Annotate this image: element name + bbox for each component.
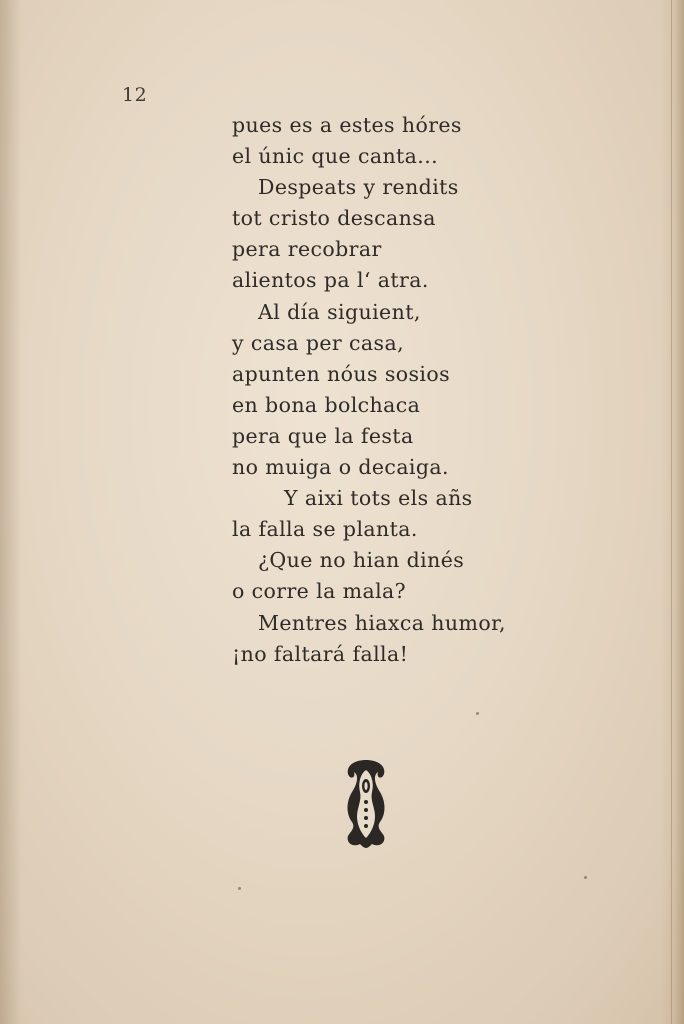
poem-text	[232, 110, 506, 670]
paper-speck	[238, 887, 241, 890]
poem-line: o corre la mala?	[232, 579, 407, 604]
poem-line: pera que la festa	[232, 423, 414, 448]
poem-line: alientos pa l‘ atra.	[232, 268, 429, 293]
poem-line: apunten nóus sosios	[232, 361, 451, 386]
poem-line: la falla se planta.	[232, 517, 418, 542]
poem-line: tot cristo descansa	[232, 206, 436, 231]
page-edge	[671, 0, 672, 1024]
poem-line: Al día siguient,	[258, 299, 421, 324]
decorative-fleuron-icon	[340, 758, 392, 850]
poem-line: ¿Que no hian dinés	[258, 548, 465, 573]
poem-line: en bona bolchaca	[232, 392, 421, 417]
poem-line: pera recobrar	[232, 237, 382, 262]
poem-line: el únic que canta...	[232, 144, 439, 169]
poem-line: Mentres hiaxca humor,	[258, 610, 506, 635]
poem-line: Y aixi tots els añs	[284, 486, 473, 511]
poem-line: y casa per casa,	[232, 330, 404, 355]
poem-line: pues es a estes hóres	[232, 113, 462, 137]
poem-line: ¡no faltará falla!	[232, 641, 409, 666]
page-number: 12	[122, 84, 148, 106]
poem-line: no muiga o decaiga.	[232, 455, 449, 480]
poem-line: Despeats y rendits	[258, 175, 459, 200]
paper-speck	[584, 876, 587, 879]
paper-speck	[476, 712, 479, 715]
